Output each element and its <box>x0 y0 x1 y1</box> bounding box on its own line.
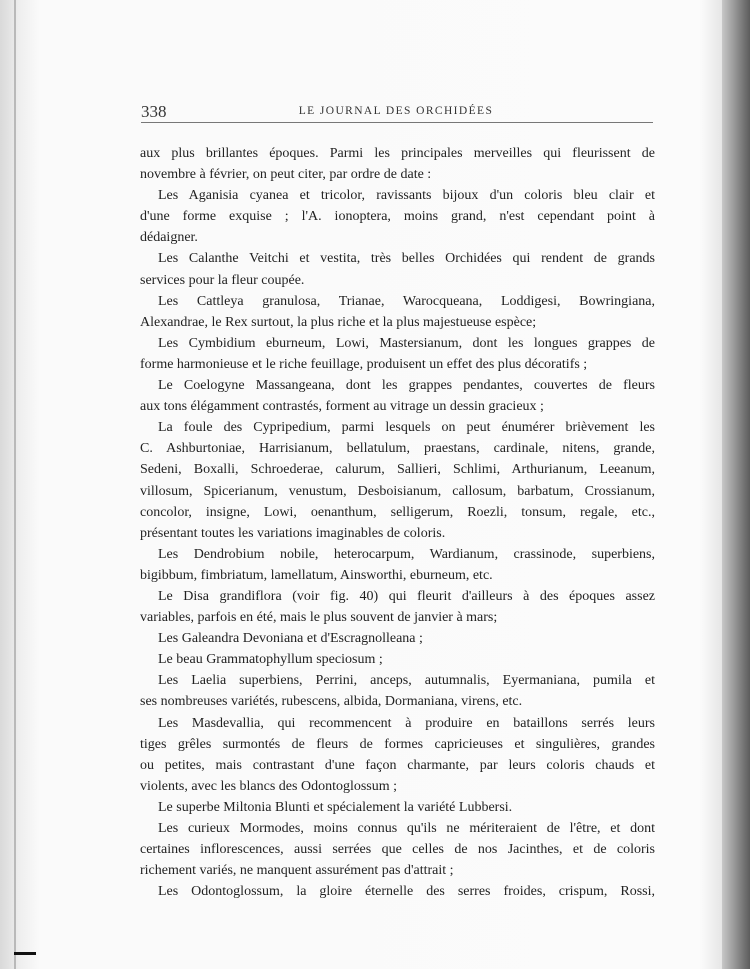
text-line: Les Cattleya granulosa, Trianae, Warocqueana, Loddigesi, Bowringiana, <box>158 293 655 309</box>
text-line: variables, parfois en été, mais le plus souvent de janvier à mars; <box>140 610 498 626</box>
body-text <box>140 143 655 902</box>
page-left-edge <box>14 0 16 969</box>
text-line: villosum, Spicerianum, venustum, Desboisianum, callosum, barbatum, Crossianum, <box>140 483 655 499</box>
text-line: Les Odontoglossum, la gloire éternelle des serres froides, crispum, Rossi, <box>158 884 655 900</box>
text-line: bigibbum, fimbriatum, lamellatum, Ainsworthi, eburneum, etc. <box>140 567 493 583</box>
text-line: richement variés, ne manquent assurément pas d'attrait ; <box>140 863 454 879</box>
page-number: 338 <box>141 102 167 121</box>
text-line: Les Masdevallia, qui recommencent à produire en bataillons serrés leurs <box>158 715 655 731</box>
text-line: Le Coelogyne Massangeana, dont les grappes pendantes, couvertes de fleurs <box>158 378 655 394</box>
text-line: Alexandrae, le Rex surtout, la plus riche et la plus majestueuse espèce; <box>140 314 537 330</box>
text-line: forme harmonieuse et le riche feuillage, produisent un effet des plus décoratifs ; <box>140 356 588 372</box>
text-line: concolor, insigne, Lowi, oenanthum, selligerum, Roezli, tonsum, regale, etc., <box>140 504 655 520</box>
text-line: d'une forme exquise ; l'A. ionoptera, moins grand, n'est cependant point à <box>140 209 655 225</box>
text-line: Les Galeandra Devoniana et d'Escragnolleana ; <box>158 631 423 647</box>
text-line: C. Ashburtoniae, Harrisianum, bellatulum, praestans, cardinale, nitens, grande, <box>140 441 655 457</box>
text-line: Les Cymbidium eburneum, Lowi, Mastersianum, dont les longues grappes de <box>158 335 655 351</box>
text-line: Les Dendrobium nobile, heterocarpum, Wardianum, crassinode, superbiens, <box>158 546 655 562</box>
text-line: violents, avec les blancs des Odontoglossum ; <box>140 778 398 794</box>
text-line: certaines inflorescences, aussi serrées que celles de nos Jacinthes, et de coloris <box>140 842 655 858</box>
text-line: Le superbe Miltonia Blunti et spécialement la variété Lubbersi. <box>158 799 513 815</box>
text-line: présentant toutes les variations imaginables de coloris. <box>140 525 446 541</box>
header-rule <box>141 122 653 123</box>
text-line: novembre à février, on peut citer, par ordre de date : <box>140 167 432 183</box>
text-line: Les curieux Mormodes, moins connus qu'ils ne mériteraient de l'être, et dont <box>158 821 655 836</box>
page-header <box>141 102 651 122</box>
text-line: Sedeni, Boxalli, Schroederae, calurum, Sallieri, Schlimi, Arthurianum, Leeanum, <box>140 462 655 478</box>
text-line: services pour la fleur coupée. <box>140 272 305 288</box>
text-line: aux tons élégamment contrastés, forment au vitrage un dessin gracieux ; <box>140 399 544 415</box>
text-line: Les Calanthe Veitchi et vestita, très belles Orchidées qui rendent de grands <box>158 251 655 267</box>
running-title: LE JOURNAL DES ORCHIDÉES <box>298 105 494 117</box>
scan-mark <box>14 952 36 955</box>
text-line: La foule des Cypripedium, parmi lesquels on peut énumérer brièvement les <box>158 420 655 436</box>
text-line: ou petites, mais contrastant d'une façon charmante, par leurs coloris chauds et <box>140 757 655 773</box>
text-line: aux plus brillantes époques. Parmi les principales merveilles qui fleurissent de <box>140 146 655 161</box>
text-line: Le Disa grandiflora (voir fig. 40) qui fleurit d'ailleurs à des époques assez <box>158 588 655 604</box>
text-line: ses nombreuses variétés, rubescens, albida, Dormaniana, virens, etc. <box>140 694 523 710</box>
text-line: Les Laelia superbiens, Perrini, anceps, autumnalis, Eyermaniana, pumila et <box>158 673 655 689</box>
text-line: Le beau Grammatophyllum speciosum ; <box>158 652 383 668</box>
text-line: dédaigner. <box>140 230 198 246</box>
text-line: tiges grêles surmontés de fleurs de formes capricieuses et singulières, grandes <box>140 736 655 752</box>
page-binding-shadow <box>722 0 750 969</box>
text-line: Les Aganisia cyanea et tricolor, ravissants bijoux d'un coloris bleu clair et <box>158 188 655 204</box>
